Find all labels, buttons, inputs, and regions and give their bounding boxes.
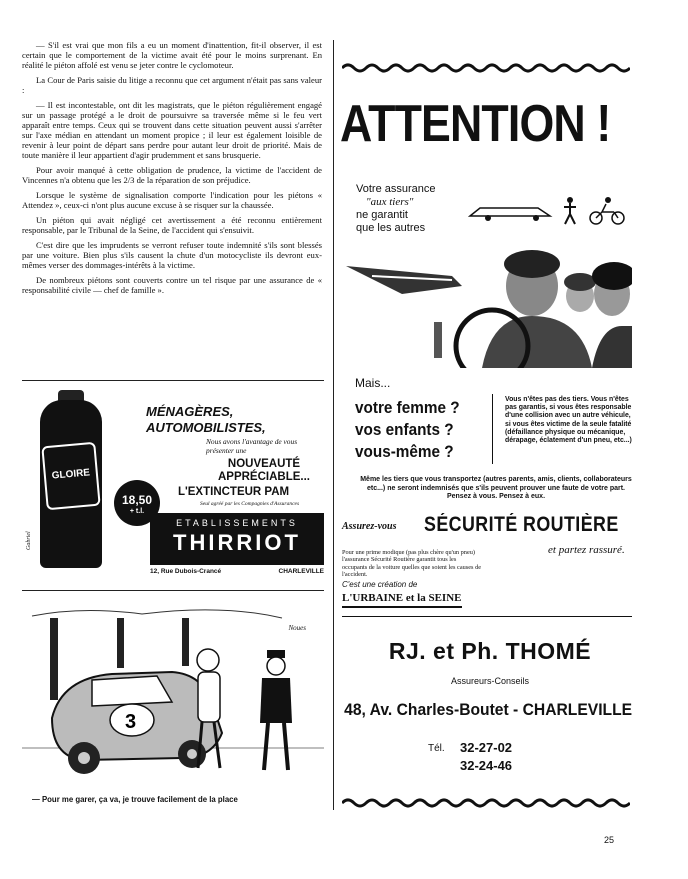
novelty-line: NOUVEAUTÉ — [227, 458, 301, 470]
cartoon — [22, 598, 324, 810]
street: 12, Rue Dubois-Crancé — [150, 568, 222, 575]
agent-role: Assureurs-Conseils — [450, 676, 530, 686]
partez-rassure-text: et partez rassuré. — [548, 544, 625, 556]
wavy-border-top — [342, 62, 630, 74]
company-name: THIRRIOT — [173, 530, 301, 555]
column-divider — [333, 40, 334, 810]
article-text — [22, 40, 322, 300]
city: CHARLEVILLE — [278, 568, 324, 575]
cartoon-caption: — Pour me garer, ça va, je trouve facilement de la place — [32, 795, 238, 804]
section-divider — [22, 590, 324, 591]
page-number: 25 — [604, 835, 615, 845]
warning-line: Votre assurance — [356, 183, 436, 195]
article-paragraph: Lorsque le système de signalisation comporte l'indication pour les piétons « Attendez », ceux-ci n'ont plus aucune excuse à se risquer sur la chaussée. — [22, 190, 322, 210]
phone-number: 32-27-02 — [460, 740, 513, 755]
warning-line: ne garantit — [356, 209, 408, 221]
etablissements-label: ETABLISSEMENTS — [176, 518, 298, 528]
car-number: 3 — [125, 711, 137, 733]
premium-text: Pour une prime modique (pas plus chère qu'un pneu) l'assurance Sécurité Routière garantit tous les occupants de la voiture quelles que soient les causes de l'accident. — [342, 549, 482, 579]
creation-text: C'est une création de — [342, 580, 418, 589]
article-paragraph: Pour avoir manqué à cette obligation de prudence, la victime de l'accident de Vincennes n'a obtenu que les 2/3 de la réparation de son préjudice. — [22, 165, 322, 185]
article-paragraph: De nombreux piétons sont couverts contre un tel risque par une assurance de « responsabilité civile — chef de famille ». — [22, 275, 322, 295]
artist-signature: Gabriel — [26, 531, 32, 550]
vertical-rule — [492, 394, 493, 464]
price-tax: + t.l. — [129, 508, 145, 515]
headline-line: MÉNAGÈRES, — [146, 404, 234, 419]
insurance-warning — [356, 183, 436, 235]
warning-line: que les autres — [356, 222, 426, 234]
phone-number: 32-24-46 — [460, 758, 513, 773]
article-paragraph: — S'il est vrai que mon fils a eu un moment d'inattention, fit-il observer, il est certain que le comportement de la victime avait été pour le moins surprenant. En réalité le piéton affolé est venu se jeter contre le cyclomoteur. — [22, 40, 322, 70]
not-third-party-text: Vous n'êtes pas des tiers. Vous n'êtes pas garantis, si vous êtes responsable d'une collision avec un autre véhicule, si vous êtes victime de la seule fatalité (défaillance physique ou mécanique, dérapage, éclatement d'un pneu, etc...) — [505, 396, 632, 445]
novelty-text — [204, 458, 324, 484]
article-paragraph: — Il est incontestable, ont dit les magistrats, que le piéton régulièrement engagé sur un passage protégé a le droit de poursuivre sa traversée même si le feu vert apparaît entre temps. Ceux qui se trouvent dans cette situation peuvent aussi s'arrêter sur l'axe médian en attendant un moment propice ; il leur est également loisible de revenir à leur point de départ sans perdre pour autant leur droit de priorité. Mais de toute manière il leur appartient d'agir prudemment et sans brusquerie. — [22, 100, 322, 160]
insurer-name: L'URBAINE et la SEINE — [342, 592, 462, 608]
passengers-text: Même les tiers que vous transportez (autres parents, amis, clients, collaborateurs etc...) ne seront indemnisés que s'ils peuvent prouver une faute de votre part. Pensez à vous. Pensez à eux. — [360, 476, 632, 500]
article-paragraph: Un piéton qui avait négligé cet avertissement a été reconnu entièrement responsable, par le Tribunal de la Seine, de l'accident qui s'ensuivit. — [22, 215, 322, 235]
extinguisher-ad — [22, 390, 324, 582]
warning-line: "aux tiers" — [366, 196, 414, 208]
novelty-line: APPRÉCIABLE... — [217, 471, 310, 483]
extinguisher-bottle — [40, 400, 102, 568]
question-wife: votre femme ? — [355, 398, 460, 417]
article-paragraph: C'est dire que les imprudents se verront refuser toute indemnité s'ils sont blessés par une voiture. Bien plus s'ils causent la chute d'un motocycliste ils devront eux-mêmes verser des dommages-intérêts à la victime. — [22, 240, 322, 270]
product-name: L'EXTINCTEUR PAM — [178, 486, 290, 498]
tel-label: Tél. — [428, 743, 445, 754]
wavy-border-bottom — [342, 797, 630, 809]
vehicle-pedestrian-cyclist-icons — [468, 196, 628, 226]
headline-attention: ATTENTION ! — [340, 95, 611, 153]
section-divider — [342, 616, 632, 617]
company-address — [150, 568, 324, 575]
article-paragraph: La Cour de Paris saisie du litige a reconnu que cet argument n'était pas sans valeur : — [22, 75, 322, 95]
ad-headline — [146, 404, 266, 436]
question-yourself: vous-même ? — [355, 442, 454, 461]
agent-name: RJ. et Ph. THOMÉ — [388, 638, 592, 664]
approval-note: Seul agréé par les Compagnies d'Assurances — [200, 501, 300, 507]
bottle-label: GLOIRE — [41, 442, 100, 510]
family-in-car-photo — [342, 246, 632, 368]
question-children: vos enfants ? — [355, 420, 454, 439]
section-divider — [22, 380, 324, 381]
mais-text: Mais... — [355, 376, 391, 390]
agent-address: 48, Av. Charles-Boutet - CHARLEVILLE — [344, 700, 633, 719]
brand-securite-routiere: SÉCURITÉ ROUTIÈRE — [424, 513, 619, 536]
cartoon-signature: Noues — [288, 624, 306, 632]
ad-script-text: Nous avons l'avantage de vous présenter une — [206, 437, 298, 455]
price-value: 18,50 — [121, 493, 153, 507]
headline-line: AUTOMOBILISTES, — [146, 420, 266, 435]
cartoon-drawing — [22, 598, 324, 810]
company-banner — [150, 513, 324, 565]
assurez-vous-text: Assurez-vous — [342, 521, 397, 532]
